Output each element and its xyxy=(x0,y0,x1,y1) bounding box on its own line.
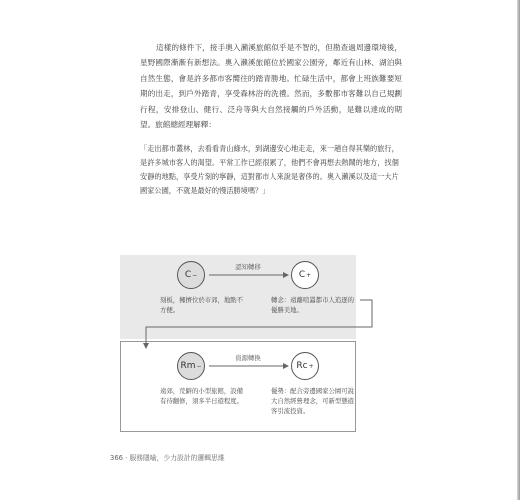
rm-minus-caption: 遠郊，荒僻的小型旅館，設備有待翻修，須多半日遊程度。 xyxy=(160,387,244,405)
page-footer: 366 · 服務隱喻，少力設計的邏輯思維 xyxy=(110,454,225,462)
c-plus-caption: 轉念：遠離喧囂都市人追逐的優勝美地。 xyxy=(271,296,355,314)
body-paragraph: 這樣的條件下，接手奧入瀨溪旅館似乎是不智的，但勘查過周邊環境後，星野國際漸漸有新想法。奧入瀨溪旅館位於國家公園旁，鄰近有山林、湖泊與自然生態，會是許多都市客嚮往的踏青勝地。忙碌生活中，都會上班族難要短期的出走，到戶外踏青，享受森林浴的洗禮。然而，多數都市客難以自己規劃行程，安排登山、健行、泛舟等與大自然接觸的戶外活動，是難以達成的期望。旅館總經理解釋： xyxy=(140,43,402,130)
c-plus-circle xyxy=(291,261,319,289)
c-minus-circle xyxy=(177,261,205,289)
resource-shift-label: 資源轉換 xyxy=(235,354,261,362)
rc-plus-sup: + xyxy=(308,362,314,370)
rm-minus-label: Rm xyxy=(180,361,196,371)
cognitive-shift-label: 認知轉移 xyxy=(235,263,261,271)
flow-down-arrowhead xyxy=(143,343,149,349)
c-plus-sup: + xyxy=(306,271,312,279)
c-minus-sup: − xyxy=(192,271,198,279)
rc-plus-circle xyxy=(291,352,319,380)
c-plus-label: C xyxy=(298,270,306,280)
c-minus-label: C xyxy=(184,270,192,280)
rm-minus-circle xyxy=(177,352,205,380)
resource-arrowhead xyxy=(283,363,289,369)
cognitive-arrowhead xyxy=(283,272,289,278)
rm-minus-sup: − xyxy=(196,362,202,370)
rc-plus-label: Rc xyxy=(296,361,308,371)
rc-plus-caption: 優勢：配合旁邊國家公園可說大自然經營理念，可新型態遊客引流投資。 xyxy=(271,387,355,415)
manager-quote: 「走出都市叢林，去看看青山綠水，到湖邊安心地走走，來一趟自得其樂的旅行，是許多城市客人的渴望。平常工作已經很累了，他們不會再想去熱鬧的地方，找個安靜的地點，享受片刻的寧靜，這對都市人來說是奢侈的。奧入瀨溪以及這一大片國家公園，不就是最好的慢活勝境嗎？」 xyxy=(140,144,399,195)
c-minus-caption: 刻板，擁擠位於市郊，地點不方便。 xyxy=(160,296,244,314)
